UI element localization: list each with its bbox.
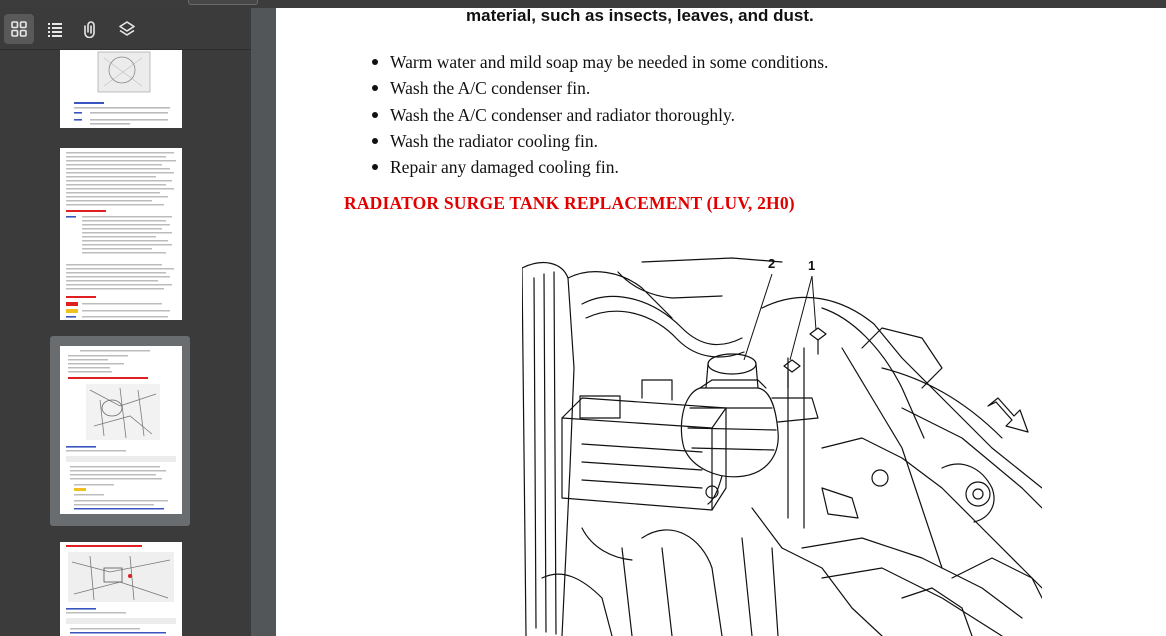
page-thumbnail-preview [60,542,182,636]
page-thumbnail-preview [60,346,182,514]
selected-thumbnail-frame[interactable] [50,336,190,526]
illustration-drawing [522,248,1042,636]
list-item: Repair any damaged cooling fin. [368,154,828,180]
outline-view-icon [46,20,64,38]
list-item: Warm water and mild soap may be needed in some conditions. [368,49,828,75]
page-thumbnail-preview [60,148,182,320]
sidebar [0,8,251,636]
warning-text: material, such as insects, leaves, and dust. [466,8,814,25]
list-item: Wash the A/C condenser and radiator thoroughly. [368,102,828,128]
thumbnail-view-icon [10,20,28,38]
list-item: Wash the radiator cooling fin. [368,128,828,154]
layers-button[interactable] [112,14,142,44]
sidebar-toolbar [0,8,251,50]
figure-callout-label: 2 [768,256,776,271]
page-thumbnail[interactable] [60,50,182,128]
top-toolbar-strip [0,0,1166,8]
page-thumbnail-preview [60,50,182,128]
thumbnail-view-button[interactable] [4,14,34,44]
engine-bay-illustration [522,248,1042,636]
attachments-button[interactable] [76,14,106,44]
figure-callout-label: 1 [808,258,816,273]
thumbnail-list [0,50,251,636]
page-thumbnail[interactable] [60,542,182,636]
list-item: Wash the A/C condenser fin. [368,75,828,101]
section-title: RADIATOR SURGE TANK REPLACEMENT (LUV, 2H0) [344,193,795,213]
outline-view-button[interactable] [40,14,70,44]
instruction-list [368,49,828,180]
viewer-gutter [251,8,276,636]
document-page [276,8,1166,636]
layers-icon [118,20,136,38]
attachments-icon [82,20,100,38]
page-thumbnail[interactable] [60,346,182,514]
page-thumbnail[interactable] [60,148,182,320]
toolbar-control[interactable] [188,0,258,5]
